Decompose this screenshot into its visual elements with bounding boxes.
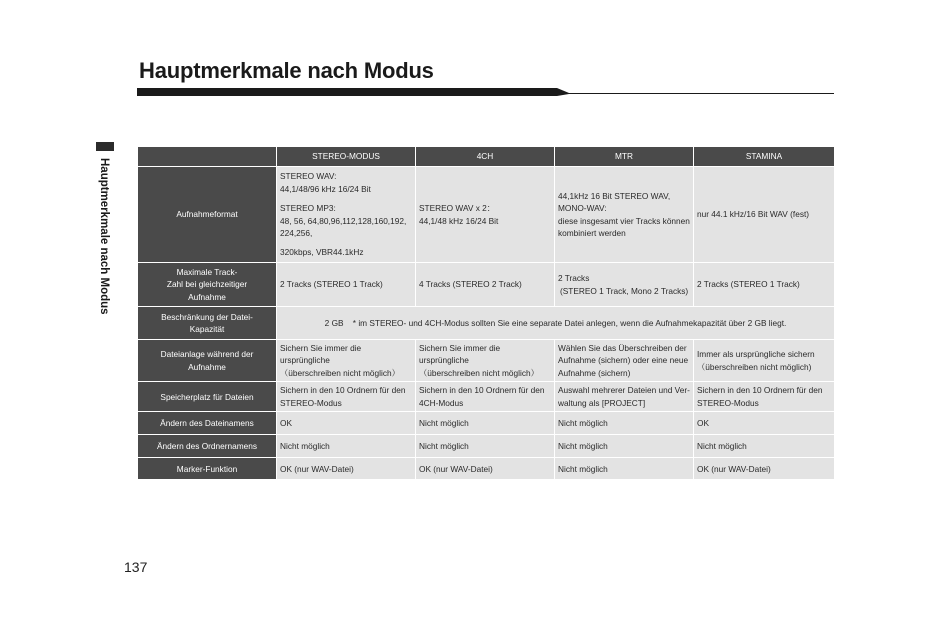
cell-mtr-creation: Wählen Sie das Überschreiben der Aufnahme (sichern) oder eine neue Aufnahme (sichern) <box>555 340 694 382</box>
row-label-rename-folder: Ändern des Ordnernamens <box>138 435 277 458</box>
stereo-creation-line2: （überschreiben nicht möglich） <box>280 367 400 378</box>
cell-stamina-rename-file: OK <box>694 412 835 435</box>
table-row <box>138 340 835 382</box>
stereo-mp3-title: STEREO MP3: <box>280 203 336 214</box>
cell-stamina-rename-folder: Nicht möglich <box>694 435 835 458</box>
4ch-format-line1: STEREO WAV x 2： <box>419 203 496 214</box>
file-creation-label-line2: Aufnahme <box>188 361 226 372</box>
mode-features-table <box>137 146 835 480</box>
cell-4ch-tracks: 4 Tracks (STEREO 2 Track) <box>416 263 555 307</box>
max-tracks-label-line3: Aufnahme <box>188 291 226 302</box>
cell-stereo-marker: OK (nur WAV-Datei) <box>277 458 416 480</box>
table-row <box>138 435 835 458</box>
mtr-format-line3: diese insgesamt vier Tracks können kombiniert werden <box>558 215 690 238</box>
title-underline <box>137 88 834 96</box>
table-row <box>138 382 835 412</box>
4ch-creation-line1: Sichern Sie immer die ursprüngliche <box>419 343 501 366</box>
cell-4ch-marker: OK (nur WAV-Datei) <box>416 458 555 480</box>
header-corner <box>138 147 277 167</box>
row-label-aufnahmeformat: Aufnahmeformat <box>138 167 277 263</box>
column-header-mtr: MTR <box>555 147 694 167</box>
section-marker <box>96 142 114 151</box>
page-title: Hauptmerkmale nach Modus <box>139 58 434 83</box>
page-number: 137 <box>124 559 148 575</box>
cell-4ch-rename-file: Nicht möglich <box>416 412 555 435</box>
stereo-mp3-rates: 48, 56, 64,80,96,112,128,160,192, 224,256, <box>280 215 407 238</box>
column-header-stereo: STEREO-MODUS <box>277 147 416 167</box>
file-limit-label-line1: Beschränkung der Datei- <box>161 311 253 322</box>
cell-4ch-rename-folder: Nicht möglich <box>416 435 555 458</box>
cell-stereo-rename-folder: Nicht möglich <box>277 435 416 458</box>
file-creation-label-line1: Dateianlage während der <box>160 349 254 360</box>
cell-stamina-storage: Sichern in den 10 Ordnern für den STEREO-Modus <box>694 382 835 412</box>
cell-mtr-marker: Nicht möglich <box>555 458 694 480</box>
mtr-tracks-line2: (STEREO 1 Track, Mono 2 Tracks) <box>560 285 689 296</box>
column-header-4ch: 4CH <box>416 147 555 167</box>
max-tracks-label-line2: Zahl bei gleichzeitiger <box>166 279 248 290</box>
row-label-max-tracks <box>138 263 277 307</box>
cell-4ch-format <box>416 167 555 263</box>
cell-stereo-storage: Sichern in den 10 Ordnern für den STEREO-Modus <box>277 382 416 412</box>
cell-stamina-creation <box>694 340 835 382</box>
stereo-creation-line1: Sichern Sie immer die ursprüngliche <box>280 343 362 366</box>
cell-4ch-storage: Sichern in den 10 Ordnern für den 4CH-Modus <box>416 382 555 412</box>
max-tracks-label-line1: Maximale Track- <box>176 266 238 277</box>
cell-stamina-tracks: 2 Tracks (STEREO 1 Track) <box>694 263 835 307</box>
cell-stereo-format <box>277 167 416 263</box>
file-limit-label-line2: Kapazität <box>189 324 225 334</box>
stereo-mp3-extra: 320kbps, VBR44.1kHz <box>280 247 364 258</box>
table-row <box>138 167 835 263</box>
cell-mtr-storage: Auswahl mehrerer Dateien und Ver-waltung als [PROJECT] <box>555 382 694 412</box>
cell-stereo-tracks: 2 Tracks (STEREO 1 Track) <box>277 263 416 307</box>
mtr-tracks-line1: 2 Tracks <box>558 273 590 284</box>
4ch-format-line2: 44,1/48 kHz 16/24 Bit <box>419 215 499 226</box>
cell-stamina-format: nur 44.1 kHz/16 Bit WAV (fest) <box>694 167 835 263</box>
row-label-storage: Speicherplatz für Dateien <box>138 382 277 412</box>
cell-mtr-tracks <box>555 263 694 307</box>
cell-stereo-creation <box>277 340 416 382</box>
column-header-stamina: STAMINA <box>694 147 835 167</box>
cell-mtr-rename-folder: Nicht möglich <box>555 435 694 458</box>
table-header-row <box>138 147 835 167</box>
table-row <box>138 263 835 307</box>
cell-file-limit: 2 GB * im STEREO- und 4CH-Modus sollten Sie eine separate Datei anlegen, wenn die Aufnahmekapazität über 2 GB liegt. <box>277 307 835 340</box>
stamina-creation-line2: （überschreiben nicht möglich) <box>697 361 812 372</box>
cell-mtr-rename-file: Nicht möglich <box>555 412 694 435</box>
row-label-marker: Marker-Funktion <box>138 458 277 480</box>
side-section-title: Hauptmerkmale nach Modus <box>98 158 110 315</box>
stamina-creation-line1: Immer als ursprüngliche sichern <box>697 349 815 360</box>
cell-4ch-creation <box>416 340 555 382</box>
4ch-creation-line2: （überschreiben nicht möglich） <box>419 367 539 378</box>
row-label-rename-file: Ändern des Dateinamens <box>138 412 277 435</box>
cell-mtr-format <box>555 167 694 263</box>
stereo-wav-title: STEREO WAV: <box>280 171 337 182</box>
cell-stamina-marker: OK (nur WAV-Datei) <box>694 458 835 480</box>
stereo-wav-value: 44,1/48/96 kHz 16/24 Bit <box>280 183 371 194</box>
table-row <box>138 412 835 435</box>
mtr-format-line2: MONO-WAV: <box>558 203 607 214</box>
row-label-file-creation <box>138 340 277 382</box>
mtr-format-line1: 44,1kHz 16 Bit STEREO WAV, <box>558 190 671 201</box>
table-row <box>138 307 835 340</box>
table-row <box>138 458 835 480</box>
row-label-file-limit <box>138 307 277 340</box>
cell-stereo-rename-file: OK <box>277 412 416 435</box>
